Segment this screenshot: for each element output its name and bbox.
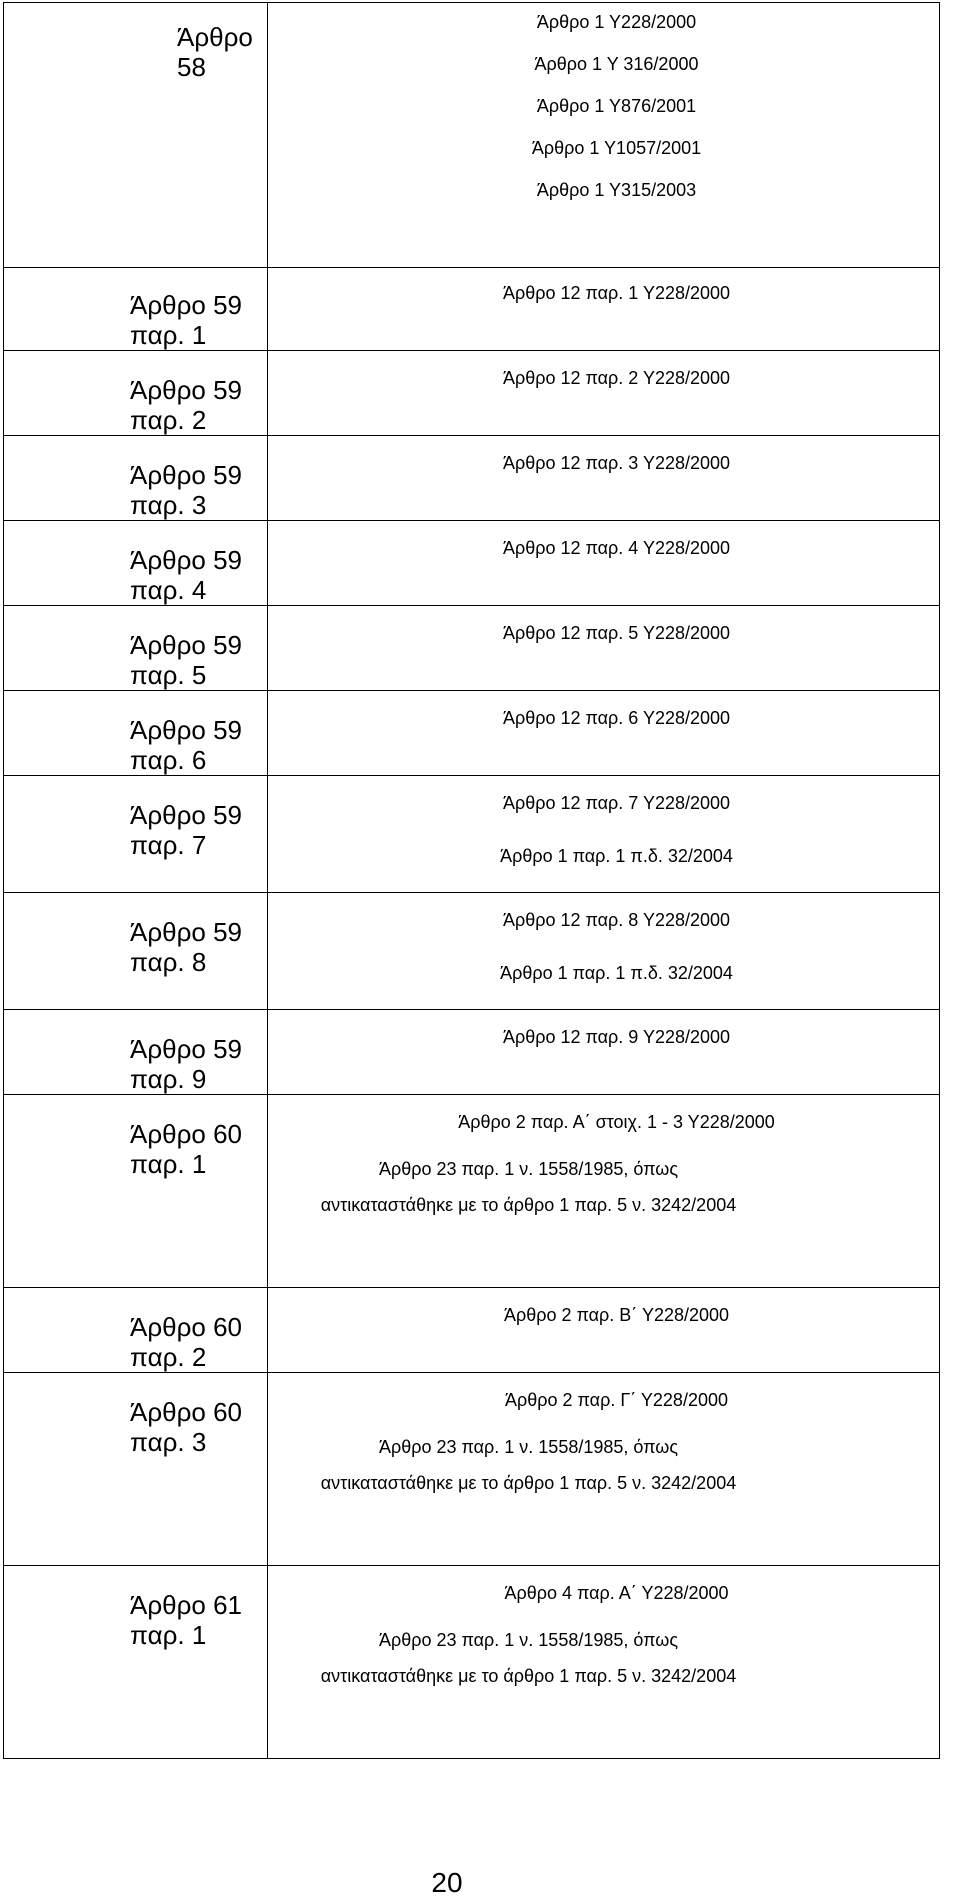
reference-line: Άρθρο 12 παρ. 1 Υ228/2000	[502, 283, 731, 303]
right-cell	[268, 776, 940, 893]
left-cell	[4, 521, 268, 606]
reference-note: Άρθρο 23 παρ. 1 ν. 1558/1985, όπως αντικαταστάθηκε με το άρθρο 1 παρ. 5 ν. 3242/2004	[320, 1437, 737, 1493]
reference-line: Άρθρο 12 παρ. 6 Υ228/2000	[502, 708, 731, 728]
right-cell	[268, 1095, 940, 1288]
reference-line: Άρθρο 2 παρ. Γ΄ Υ228/2000	[504, 1390, 728, 1410]
article-label: Άρθρο 59 παρ. 4	[130, 545, 242, 605]
correspondence-table	[3, 2, 940, 1759]
reference-line: Άρθρο 1 Υ315/2003	[536, 180, 697, 200]
reference-note: Άρθρο 23 παρ. 1 ν. 1558/1985, όπως αντικαταστάθηκε με το άρθρο 1 παρ. 5 ν. 3242/2004	[320, 1630, 737, 1686]
reference-line: Άρθρο 12 παρ. 8 Υ228/2000	[502, 910, 731, 930]
article-label: Άρθρο 59 παρ. 6	[130, 715, 242, 775]
right-cell	[268, 691, 940, 776]
article-label: Άρθρο 59 παρ. 9	[130, 1034, 242, 1094]
left-cell	[4, 351, 268, 436]
left-cell	[4, 3, 268, 268]
reference-line: Άρθρο 12 παρ. 3 Υ228/2000	[502, 453, 731, 473]
article-label: Άρθρο 59 παρ. 1	[130, 290, 242, 350]
reference-line: Άρθρο 1 παρ. 1 π.δ. 32/2004	[500, 963, 733, 983]
reference-line: Άρθρο 1 παρ. 1 π.δ. 32/2004	[500, 846, 733, 866]
right-cell	[268, 1010, 940, 1095]
table-row	[4, 776, 940, 893]
article-label: Άρθρο 59 παρ. 5	[130, 630, 242, 690]
table-row	[4, 1288, 940, 1373]
right-cell	[268, 351, 940, 436]
reference-line: Άρθρο 2 παρ. Α΄ στοιχ. 1 - 3 Υ228/2000	[458, 1112, 775, 1132]
left-cell	[4, 893, 268, 1010]
article-label: Άρθρο 61 παρ. 1	[130, 1590, 242, 1650]
right-cell	[268, 1373, 940, 1566]
table-row	[4, 691, 940, 776]
left-cell	[4, 1095, 268, 1288]
table-row	[4, 268, 940, 351]
reference-line: Άρθρο 12 παρ. 5 Υ228/2000	[502, 623, 731, 643]
article-label: Άρθρο 59 παρ. 7	[130, 800, 242, 860]
reference-line: Άρθρο 4 παρ. Α΄ Υ228/2000	[504, 1583, 729, 1603]
reference-line: Άρθρο 1 Υ 316/2000	[534, 54, 699, 74]
left-cell	[4, 1566, 268, 1759]
table-row	[4, 1373, 940, 1566]
table-row	[4, 1566, 940, 1759]
left-cell	[4, 1010, 268, 1095]
left-cell	[4, 776, 268, 893]
reference-line: Άρθρο 2 παρ. Β΄ Υ228/2000	[503, 1305, 730, 1325]
right-cell	[268, 893, 940, 1010]
left-cell	[4, 691, 268, 776]
reference-line: Άρθρο 12 παρ. 2 Υ228/2000	[502, 368, 731, 388]
right-cell	[268, 436, 940, 521]
article-label: Άρθρο 60 παρ. 1	[130, 1119, 242, 1179]
reference-line: Άρθρο 1 Υ228/2000	[536, 12, 697, 32]
left-cell	[4, 436, 268, 521]
article-label: Άρθρο 60 παρ. 2	[130, 1312, 242, 1372]
reference-line: Άρθρο 12 παρ. 7 Υ228/2000	[502, 793, 731, 813]
article-label: Άρθρο 59 παρ. 8	[130, 917, 242, 977]
left-cell	[4, 1288, 268, 1373]
article-label: Άρθρο 58	[177, 22, 253, 82]
right-cell	[268, 606, 940, 691]
article-label: Άρθρο 59 παρ. 2	[130, 375, 242, 435]
page-number: 20	[431, 1867, 463, 1898]
table-row	[4, 1095, 940, 1288]
table-row	[4, 436, 940, 521]
right-cell	[268, 3, 940, 268]
left-cell	[4, 1373, 268, 1566]
article-label: Άρθρο 59 παρ. 3	[130, 460, 242, 520]
table-body	[4, 3, 940, 1759]
reference-line: Άρθρο 12 παρ. 9 Υ228/2000	[502, 1027, 731, 1047]
reference-line: Άρθρο 1 Υ1057/2001	[531, 138, 702, 158]
table-row	[4, 893, 940, 1010]
table-row	[4, 1010, 940, 1095]
reference-note: Άρθρο 23 παρ. 1 ν. 1558/1985, όπως αντικαταστάθηκε με το άρθρο 1 παρ. 5 ν. 3242/2004	[320, 1159, 737, 1215]
table-row	[4, 351, 940, 436]
left-cell	[4, 606, 268, 691]
right-cell	[268, 1566, 940, 1759]
right-cell	[268, 268, 940, 351]
article-label: Άρθρο 60 παρ. 3	[130, 1397, 242, 1457]
reference-line: Άρθρο 1 Υ876/2001	[536, 96, 697, 116]
reference-line: Άρθρο 12 παρ. 4 Υ228/2000	[502, 538, 731, 558]
table-row	[4, 521, 940, 606]
right-cell	[268, 1288, 940, 1373]
left-cell	[4, 268, 268, 351]
table-row	[4, 3, 940, 268]
right-cell	[268, 521, 940, 606]
table-row	[4, 606, 940, 691]
